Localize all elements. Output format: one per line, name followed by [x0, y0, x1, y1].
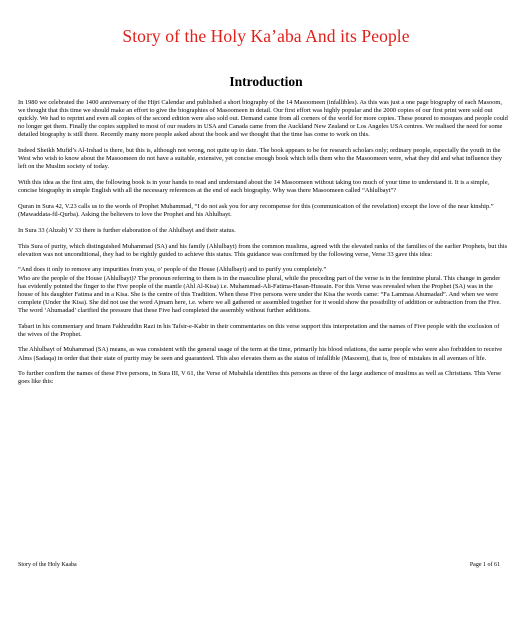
paragraph: In 1980 we celebrated the 1400 anniversary of the Hijri Calendar and published a short biography of the 14 Masoomeen (infallibles). As this was just a one page biography of each Masoom, we thought that this time we should make an effort to give the biographies of Masoomeen in detail. Our first effort was highly popular and the 2000 copies of our first print were sold out quickly. We had to reprint and even all copies of the second edition were also sold out. Demand came from all corners of the world for more copies. These poured to mosques and people could no longer get them. Finally the copies supplied to most of our readers in USA and Canada came from the Auckland New Zealand or Los Angeles USA centres. We realised the need for some detailed biography is still there. Recently many more people asked about the book and we thought that the time has come to work on this.	[18, 99, 508, 139]
page-footer	[18, 562, 508, 568]
paragraph-quote: “And does it only to remove any impurities from you, o’ people of the House (Ahlulbayt) and to purify you completely.”	[18, 266, 327, 274]
paragraph: Quran in Sura 42, V.23 calls us to the words of Prophet Muhammad, “I do not ask you for any recompense for this (communication of the revelation) except the love of the near kinship.” (Mawaddata-fil-Qurba). Asking the believers to love the Prophet and his Ahlulbayt.	[18, 202, 494, 218]
paragraph: To further confirm the names of these Five persons, in Sura III, V 61, the Verse of Mubahila identifies this persons as three of the large audience of muslims as well as Christians. This Verse goes like this:	[18, 370, 502, 386]
paragraph: The Ahlulbayt of Muhammad (SA) means, as was consistent with the general usage of the term at the time, primarily his blood relations, the same people who were also forbidden to receive Alms (Sadaqa) in order that their state of purity may be seen and guaranteed. This also elevates them as the status of infallible (Masoom), that is, free of mistakes in all avenues of life.	[18, 346, 503, 362]
section-heading: Introduction	[229, 74, 303, 89]
paragraph: Tabari in his commentary and Imam Fakhruddin Razi in his Tafsir-e-Kabir in their commentaries on this verse support this interpretation and the names of Five people with the exclusion of the wives of the Prophet.	[18, 322, 500, 338]
document-body	[18, 99, 508, 394]
paragraph: With this idea as the first aim, the following book is in your hands to read and understand about the 14 Masoomeen without taking too much of your time to understand it. It is a simple, concise biography in simple English with all the necessary references at the end of each biography. Why was there Masoomeen called “Ahlulbayt”?	[18, 178, 490, 195]
document-title: Story of the Holy Ka’aba And its People	[122, 26, 410, 46]
footer-document-name: Story of the Holy Kaaba	[18, 562, 77, 568]
paragraph: Indeed Sheikh Mufid’s Al-Irshad is there, but this is, although not wrong, not quite up to date. The book appears to be for research scholars only; ordinary people, especially the youth in the West who wish to know about the Masoomeen do not have a suitable, extensive, yet concise enough book which tells them who the Masoomeen were, what they did and what influence they left on the Muslim society of today.	[18, 147, 502, 171]
footer-page-number: Page 1 of 61	[469, 562, 500, 568]
paragraph: This Sura of purity, which distinguished Muhammad (SA) and his family (Ahlulbayt) from the common muslims, agreed with the elevated ranks of the families of the earlier Prophets, but this elevation was not unconditional, they had to be rightly guided to achieve this status. This guidance was confirmed by the following verse, Verse 33 gave this idea:	[18, 242, 508, 258]
paragraph: In Sura 33 (Ahzab) V 33 there is further elaboration of the Ahlulbayt and their status.	[18, 226, 236, 234]
paragraph: Who are the people of the House (Ahlulbayt)? The pronoun referring to them is in the masculine plural, while the preceding part of the verse is in the feminine plural. This change in gender has evidently pointed the finger to the Five people of the mantle (Ahl Al-Kisa) i.e. Muhammad-Ali-Fatima-Hasan-Hussain. For this Verse was revealed when the Prophet (SA) was in the house of his daughter Fatima and in a Kisa. She is the centre of this Tradition. When these Five persons were under the Kisa the words came: “Fa Lammaa Ahumadad”. And when we were complete (Under the Kisa). She did not use the word Ajmam here, i.e. where we all gathered or assembled together for it would show the possibility of addition or subtraction from the Five. The word ‘Ahumadad’ clarified the pressure that these Five had completed the assembly without further additions.	[18, 274, 501, 314]
